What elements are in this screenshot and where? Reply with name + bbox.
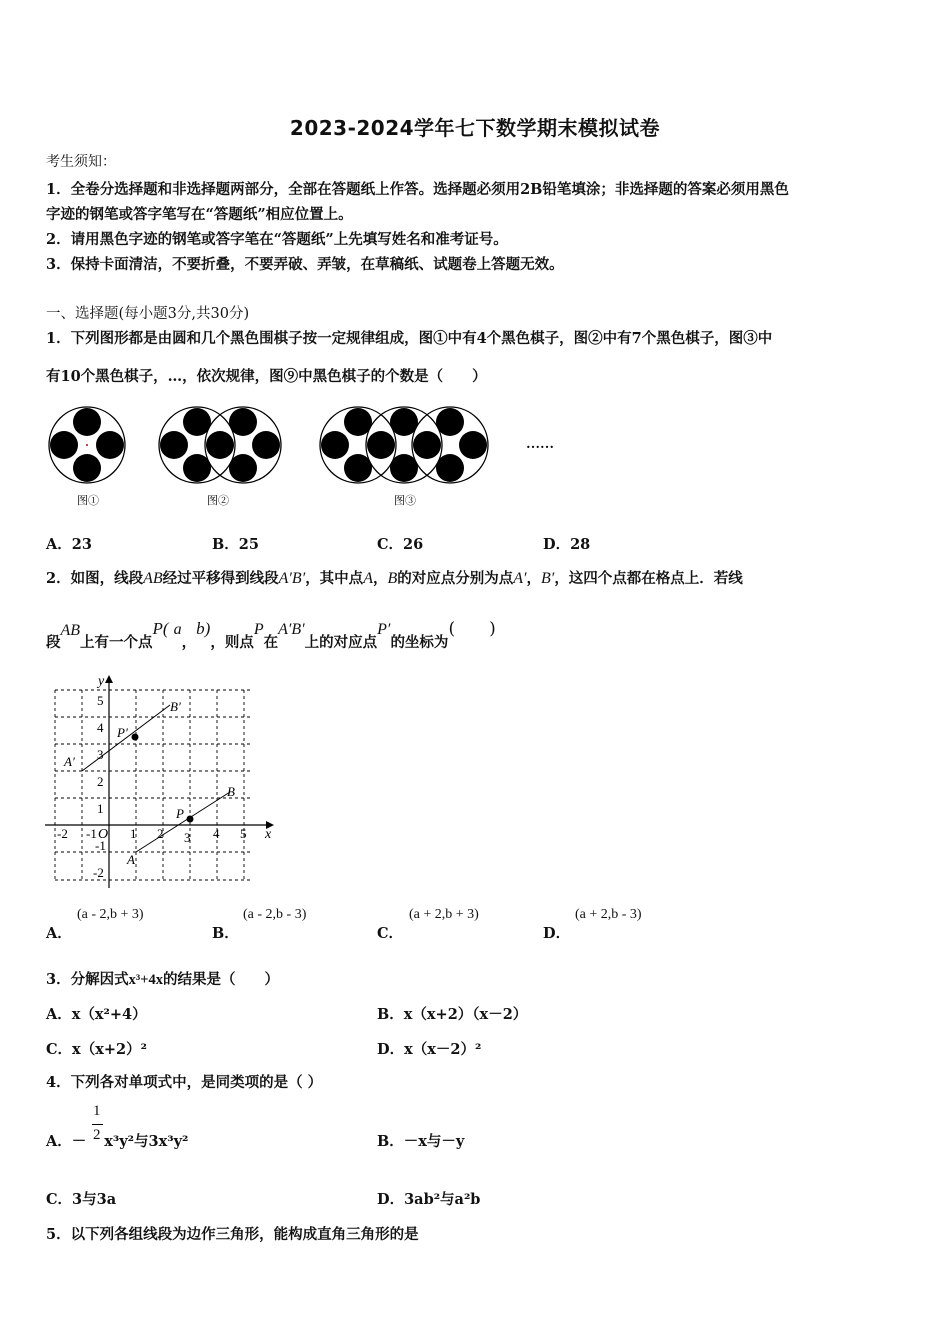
q4-option-b: B．－x与－y: [377, 1133, 465, 1150]
figure-1: [49, 407, 125, 483]
svg-text:B: B: [227, 784, 235, 799]
q4-option-c: C．3与3a: [46, 1191, 117, 1208]
option-value: 23: [71, 536, 92, 553]
svg-text:3: 3: [97, 747, 104, 762]
q1-stem-line1: 1．下列图形都是由圆和几个黑色围棋子按一定规律组成，图①中有4个黑色棋子，图②中有7个黑色棋子，图③中: [46, 330, 773, 347]
figure-2: [159, 407, 281, 483]
q3-option-b: B．x（x+2）（x－2）: [377, 1006, 528, 1023]
section-heading: 一、选择题(每小题3分,共30分): [46, 306, 250, 322]
fig-label: 图③: [394, 495, 416, 507]
q2-option-a-value: (a - 2,b + 3): [77, 907, 144, 922]
svg-text:4: 4: [213, 826, 220, 841]
q3-stem: 3．分解因式x³+4x的结果是（ ）: [46, 971, 279, 988]
fraction-numerator: 1: [93, 1103, 101, 1119]
svg-text:4: 4: [97, 720, 104, 735]
svg-text:-1: -1: [95, 838, 106, 853]
q4-stem: 4．下列各对单项式中，是同类项的是（ ）: [46, 1074, 323, 1091]
notice-item: 2．请用黑色字迹的钢笔或答字笔在“答题纸”上先填写姓名和准考证号。: [46, 231, 508, 248]
notice-item: 3．保持卡面清洁，不要折叠，不要弄破、弄皱，在草稿纸、试题卷上答题无效。: [46, 256, 564, 273]
figure-3: [320, 407, 488, 483]
svg-text:1: 1: [130, 826, 137, 841]
svg-text:-2: -2: [93, 865, 104, 880]
svg-text:x: x: [265, 827, 272, 842]
svg-text:P′: P′: [117, 725, 128, 740]
q1-figure: [40, 400, 580, 515]
svg-text:-1: -1: [86, 826, 97, 841]
q3-option-a: A．x（x²+4）: [46, 1006, 147, 1023]
option-value: 26: [403, 536, 424, 553]
q2-option-a: A．: [46, 925, 72, 942]
fraction-denominator: 2: [93, 1127, 101, 1143]
q1-option-a: [46, 533, 92, 554]
svg-text:2: 2: [97, 774, 104, 789]
svg-text:P: P: [176, 806, 184, 821]
q3-option-c: C．x（x+2）²: [46, 1041, 147, 1058]
fig-label: 图①: [77, 495, 99, 507]
option-label: A．: [46, 536, 72, 553]
q2-option-b-value: (a - 2,b - 3): [243, 907, 307, 922]
fig-label: 图②: [207, 495, 229, 507]
q2-option-c-value: (a + 2,b + 3): [409, 907, 479, 922]
q1-option-b: [212, 533, 259, 554]
svg-text:1: 1: [97, 801, 104, 816]
q1-stem-line2: 有10个黑色棋子，…，依次规律，图⑨中黑色棋子的个数是（ ）: [46, 368, 487, 385]
svg-text:y: y: [98, 674, 105, 689]
svg-text:O: O: [98, 827, 109, 842]
option-label: C．: [377, 536, 404, 553]
option-value: 28: [570, 536, 591, 553]
option-label: B．: [212, 536, 239, 553]
svg-text:2: 2: [157, 826, 164, 841]
ellipsis: ……: [526, 437, 554, 452]
svg-text:-2: -2: [57, 826, 68, 841]
option-label: D．: [543, 536, 571, 553]
svg-text:5: 5: [240, 826, 247, 841]
q5-stem: 5．以下列各组线段为边作三角形，能构成直角三角形的是: [46, 1226, 419, 1243]
q3-option-d: D．x（x－2）²: [377, 1041, 482, 1058]
page-title: 2023-2024学年七下数学期末模拟试卷: [289, 116, 661, 140]
q2-option-b: B．: [212, 925, 239, 942]
svg-text:A′: A′: [64, 754, 75, 769]
notice-heading: 考生须知：: [46, 154, 116, 170]
svg-text:3: 3: [184, 830, 191, 845]
svg-text:A: A: [127, 852, 135, 867]
notice-item: 1．全卷分选择题和非选择题两部分，全部在答题纸上作答。选择题必须用2B铅笔填涂；非选择题的答案必须用黑色: [46, 181, 789, 198]
q4-option-a: A．－ x³y²与3x³y²: [46, 1133, 189, 1150]
svg-text:5: 5: [97, 693, 104, 708]
q2-stem-line2: 段AB上有一个点P( a，b)，则点P在A′B′上的对应点P′的坐标为( ): [46, 619, 496, 651]
q4-option-d: D．3ab²与a²b: [377, 1191, 481, 1208]
q2-option-c: C．: [377, 925, 404, 942]
q2-coordinate-graph: [40, 670, 290, 900]
q2-stem-line1: 2．如图，线段AB经过平移得到线段A′B′，其中点A，B的对应点分别为点A′，B′，这四个点都在格点上．若线: [46, 570, 743, 587]
fraction-bar: [92, 1124, 103, 1125]
notice-item: 字迹的钢笔或答字笔写在“答题纸”相应位置上。: [46, 206, 353, 223]
q2-option-d-value: (a + 2,b - 3): [575, 907, 642, 922]
svg-text:B′: B′: [170, 699, 181, 714]
q2-option-d: D．: [543, 925, 571, 942]
option-value: 25: [238, 536, 259, 553]
q1-option-d: [543, 533, 590, 554]
q1-option-c: [377, 533, 423, 554]
